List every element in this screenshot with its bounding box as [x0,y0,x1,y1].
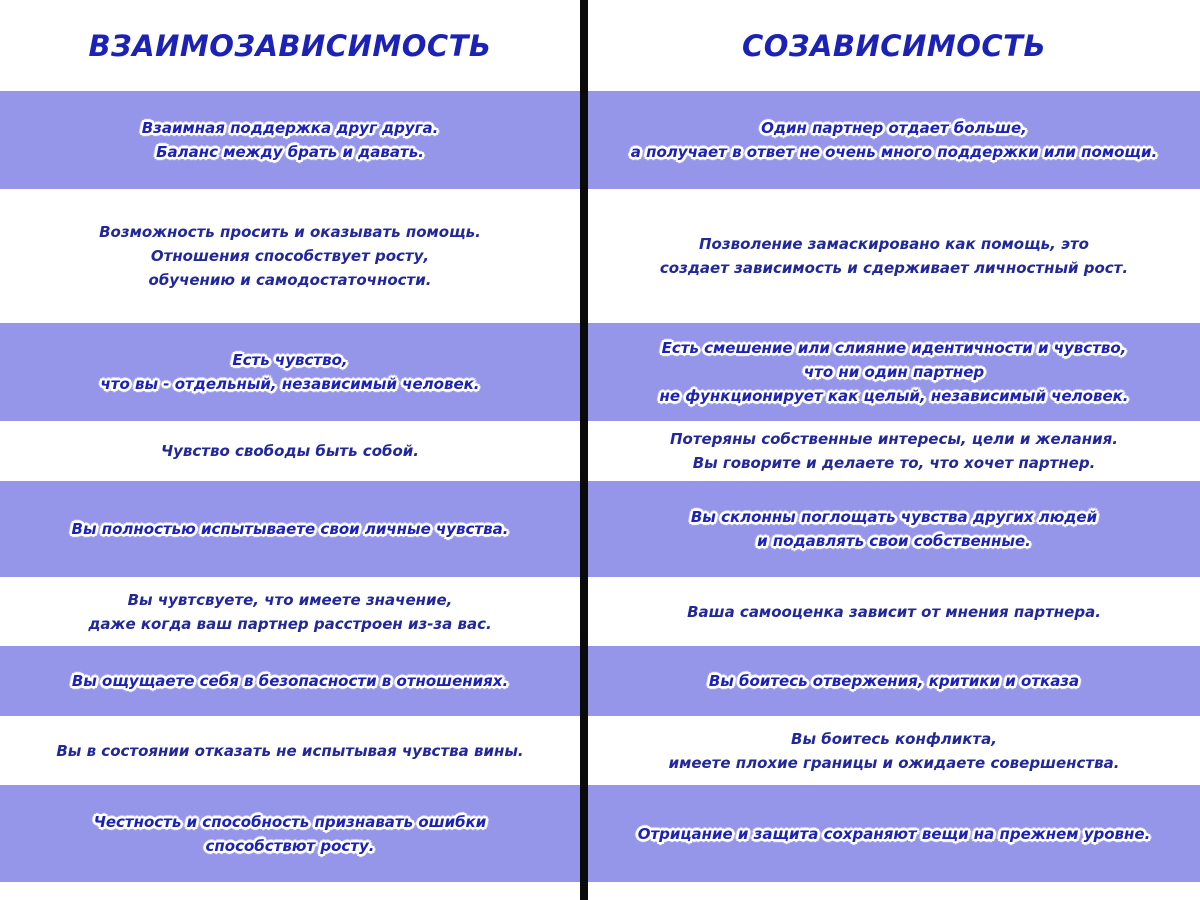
interdependence-text: Взаимная поддержка друг друга. Баланс между брать и давать. [141,119,439,161]
table-row [0,189,1200,323]
codependence-text: Вы боитесь конфликта, имеете плохие границы и ожидаете совершенства. [668,729,1120,772]
codependence-text: Есть смешение или слияние идентичности и чувство, что ни один партнер не функционирует как целый, независимый человек. [659,339,1129,405]
table-row [0,716,1200,785]
interdependence-cell [0,189,580,323]
interdependence-text: Чувство свободы быть собой. [161,442,419,460]
codependence-cell [588,716,1200,785]
codependence-cell [588,189,1200,323]
codependence-text: Вы боитесь отвержения, критики и отказа [708,672,1080,690]
table-row [0,646,1200,716]
table-row [0,421,1200,481]
column-title-codependence: СОЗАВИСИМОСТЬ [741,28,1047,63]
codependence-cell [588,481,1200,577]
table-row [0,481,1200,577]
codependence-text: Позволение замаскировано как помощь, это создает зависимость и сдерживает личностный рост. [659,235,1129,277]
interdependence-cell [0,577,580,646]
interdependence-text: Вы чувтсвуете, что имеете значение, даже когда ваш партнер расстроен из-за вас. [88,590,492,633]
interdependence-text: Вы ощущаете себя в безопасности в отношениях. [71,672,509,690]
table-row [0,785,1200,882]
codependence-cell [588,421,1200,481]
interdependence-cell [0,785,580,882]
table-row [0,323,1200,421]
interdependence-cell [0,716,580,785]
codependence-text: Один партнер отдает больше, а получает в ответ не очень много поддержки или помощи. [630,119,1158,161]
interdependence-cell [0,481,580,577]
table-bottom-margin [0,882,1200,900]
interdependence-text: Возможность просить и оказывать помощь. Отношения способствует росту, обучению и самодостаточности. [99,223,481,289]
table-row [0,91,1200,189]
interdependence-text: Вы полностью испытываете свои личные чувства. [71,520,509,538]
column-title-interdependence: ВЗАИМОЗАВИСИМОСТЬ [88,28,492,63]
interdependence-text: Есть чувство, что вы - отдельный, независимый человек. [100,351,480,393]
codependence-cell [588,785,1200,882]
codependence-text: Вы склонны поглощать чувства других людей и подавлять свои собственные. [690,508,1098,550]
interdependence-cell [0,646,580,716]
interdependence-text: Вы в состоянии отказать не испытывая чувства вины. [56,741,524,760]
table-row [0,577,1200,646]
codependence-text: Потеряны собственные интересы, цели и желания. Вы говорите и делаете то, что хочет партнер. [669,430,1119,472]
codependence-text: Отрицание и защита сохраняют вещи на прежнем уровне. [637,824,1151,843]
interdependence-cell [0,91,580,189]
interdependence-text: Честность и способность признавать ошибки способствют росту. [93,812,487,855]
codependence-cell [588,646,1200,716]
column-divider [580,0,588,900]
codependence-cell [588,323,1200,421]
codependence-text: Ваша самооценка зависит от мнения партнера. [687,602,1101,621]
interdependence-cell [0,323,580,421]
table-header [0,0,1200,91]
codependence-cell [588,91,1200,189]
interdependence-cell [0,421,580,481]
codependence-cell [588,577,1200,646]
